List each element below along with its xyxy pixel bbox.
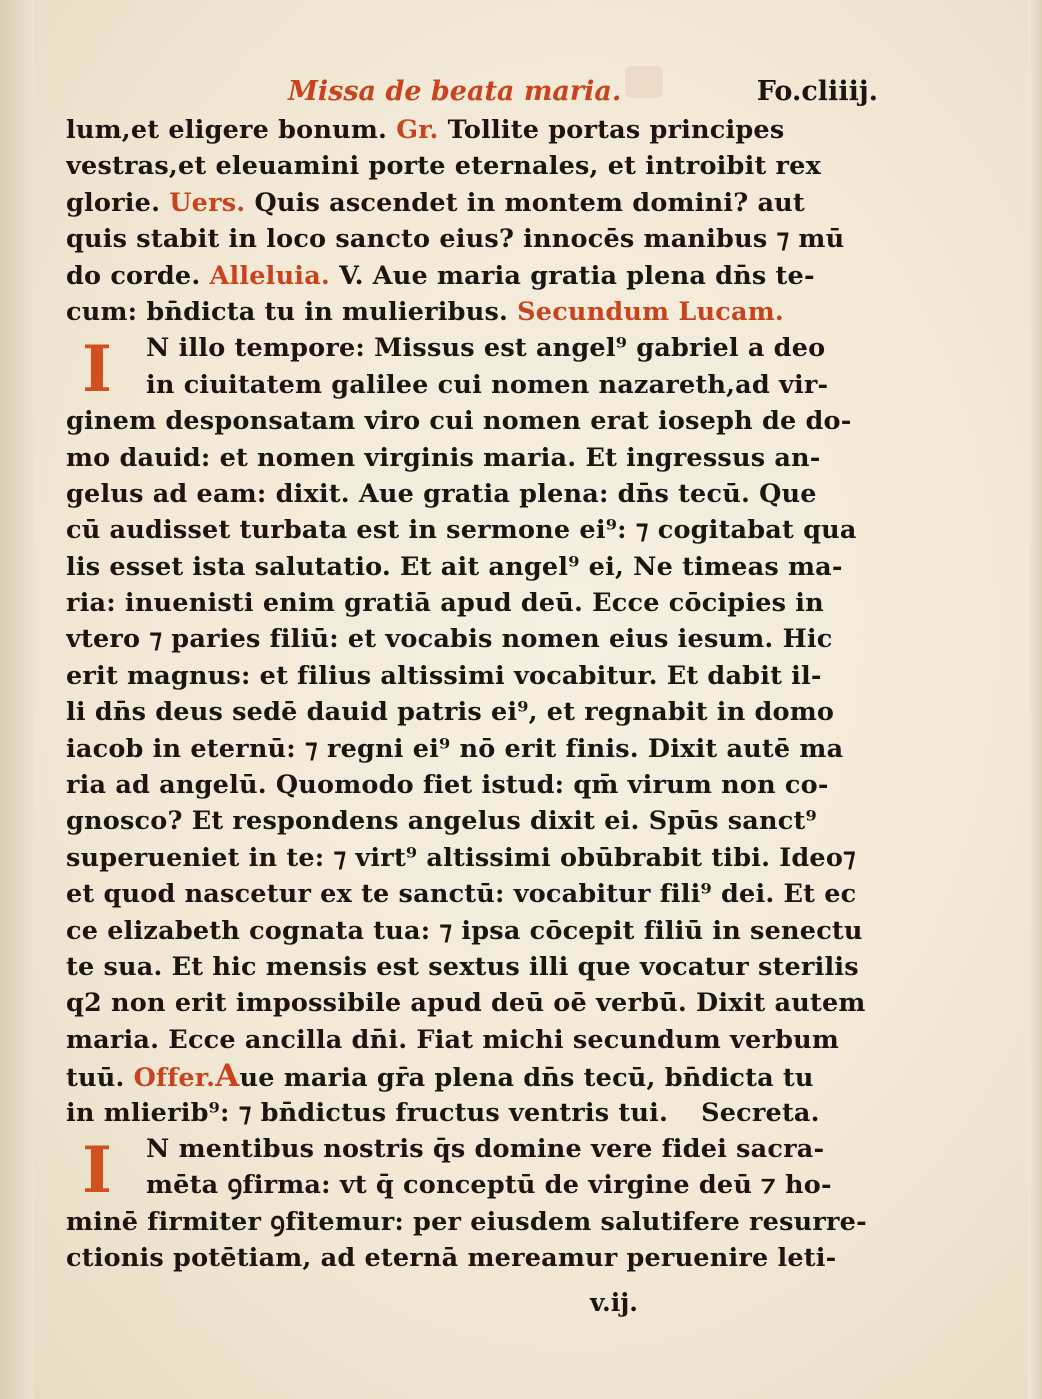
text-line [66,549,886,585]
line-text: te sua. Et hic mensis est sextus illi que vocatur sterilis [66,951,859,982]
text-line [66,803,886,839]
line-text: maria. Ecce ancilla dn̄i. Fiat michi secundum verbum [66,1024,840,1055]
offertory-initial: A [215,1058,240,1095]
text-line [66,294,886,330]
verse-label: Uers. [169,187,246,218]
text-line [66,185,886,221]
line-text: Tollite portas principes [447,115,785,145]
secreta-label: Secreta. [701,1097,820,1128]
line-text: quis stabit in loco sancto eius? innocēs manibus ⁊ mū [66,224,845,255]
line-text: vtero ⁊ paries filiū: et vocabis nomen eius iesum. Hic [66,624,833,655]
line-text: N illo tempore: Missus est angel⁹ gabriel a deo [146,333,826,364]
line-text: ctionis potētiam, ad eternā mereamur peruenire leti- [66,1243,837,1274]
gospel-paragraph [66,330,886,408]
text-line [66,112,886,148]
line-text: ce elizabeth cognata tua: ⁊ ipsa cōcepit filiū in senectu [66,915,863,946]
text-line [66,221,886,257]
line-text: glorie. [66,187,161,218]
line-text: cum: bn̄dicta tu in mulieribus. [66,296,509,327]
text-column [66,72,886,1277]
text-line [66,585,886,621]
text-line [66,1131,886,1167]
text-line [66,258,886,294]
line-text: gnosco? Et respondens angelus dixit ei. Spūs sanct⁹ [66,806,817,837]
gospel-rubric: Secundum Lucam. [517,296,785,327]
text-line [66,840,886,876]
text-line [66,1022,886,1058]
text-line [66,985,886,1021]
page-header [66,72,886,112]
line-text: tuū. [66,1063,125,1094]
line-text: li dn̄s deus sedē dauid patris ei⁹, et regnabit in domo [66,697,835,728]
text-line [66,731,886,767]
line-text: ue maria gr̄a plena dn̄s tecū, bn̄dicta tu [239,1063,814,1094]
line-text: in mlierib⁹: ⁊ bn̄dictus fructus ventris tui. [66,1097,669,1128]
initial-capital: I [82,332,112,408]
text-line [66,949,886,985]
line-text: q2 non erit impossibile apud deū oē verbū. Dixit autem [66,988,866,1019]
offertory-label: Offer. [133,1063,216,1094]
page-edge [1028,0,1042,1399]
text-line [66,876,886,912]
text-line [66,621,886,657]
signature-mark: v.ij. [590,1288,638,1317]
line-text: mo dauid: et nomen virginis maria. Et ingressus an- [66,442,821,473]
line-text: ria ad angelū. Quomodo fiet istud: qm̄ virum non co- [66,770,829,801]
running-title: Missa de beata maria. [288,76,622,107]
line-text: in ciuitatem galilee cui nomen nazareth,ad vir- [146,369,829,400]
line-text: et quod nascetur ex te sanctū: vocabitur fili⁹ dei. Et ec [66,879,857,910]
gradual-label: Gr. [396,115,439,145]
line-text: vestras,et eleuamini porte eternales, et introibit rex [66,151,821,182]
line-text: minē firmiter ꝯfitemur: per eiusdem salutifere resurre- [66,1206,867,1237]
text-line [66,1204,886,1240]
text-line [66,476,886,512]
page-gutter [0,0,34,1399]
line-text: erit magnus: et filius altissimi vocabitur. Et dabit il- [66,660,822,691]
line-text: ria: inuenisti enim gratiā apud deū. Ecce cōcipies in [66,588,824,619]
line-text: do corde. [66,260,201,291]
folio-number: Fo.cliiij. [756,76,878,107]
text-line [66,403,886,439]
line-text: cū audisset turbata est in sermone ei⁹: ⁊ cogitabat qua [66,515,857,546]
line-text: lis esset ista salutatio. Et ait angel⁹ ei, Ne timeas ma- [66,551,843,582]
line-text: superueniet in te: ⁊ virt⁹ altissimi obūbrabit tibi. Ideo⁊ [66,842,856,873]
alleluia-label: Alleluia. [209,260,330,291]
line-text: gelus ad eam: dixit. Aue gratia plena: dn̄s tecū. Que [66,478,817,509]
text-line [66,440,886,476]
line-text: ginem desponsatam viro cui nomen erat ioseph de do- [66,406,852,437]
text-line [66,512,886,548]
text-line [66,148,886,184]
text-line [66,1167,886,1203]
line-text: iacob in eternū: ⁊ regni ei⁹ nō erit finis. Dixit autē ma [66,733,844,764]
line-text: lum,et eligere bonum. [66,115,388,145]
line-text: mēta ꝯfirma: vt q̄ conceptū de virgine deū ⁊ ho- [146,1170,832,1201]
text-line [66,1095,886,1131]
initial-capital: I [82,1132,112,1208]
text-line [66,658,886,694]
text-line [66,1240,886,1276]
text-line [66,767,886,803]
text-line [66,367,886,403]
line-text: V. Aue maria gratia plena dn̄s te- [339,260,815,291]
text-line [66,1058,886,1094]
text-line [66,694,886,730]
text-line [66,330,886,366]
line-text: Quis ascendet in montem domini? aut [254,187,805,218]
text-line [66,913,886,949]
line-text: N mentibus nostris q̄s domine vere fidei sacra- [146,1133,825,1164]
secret-paragraph [66,1131,886,1208]
